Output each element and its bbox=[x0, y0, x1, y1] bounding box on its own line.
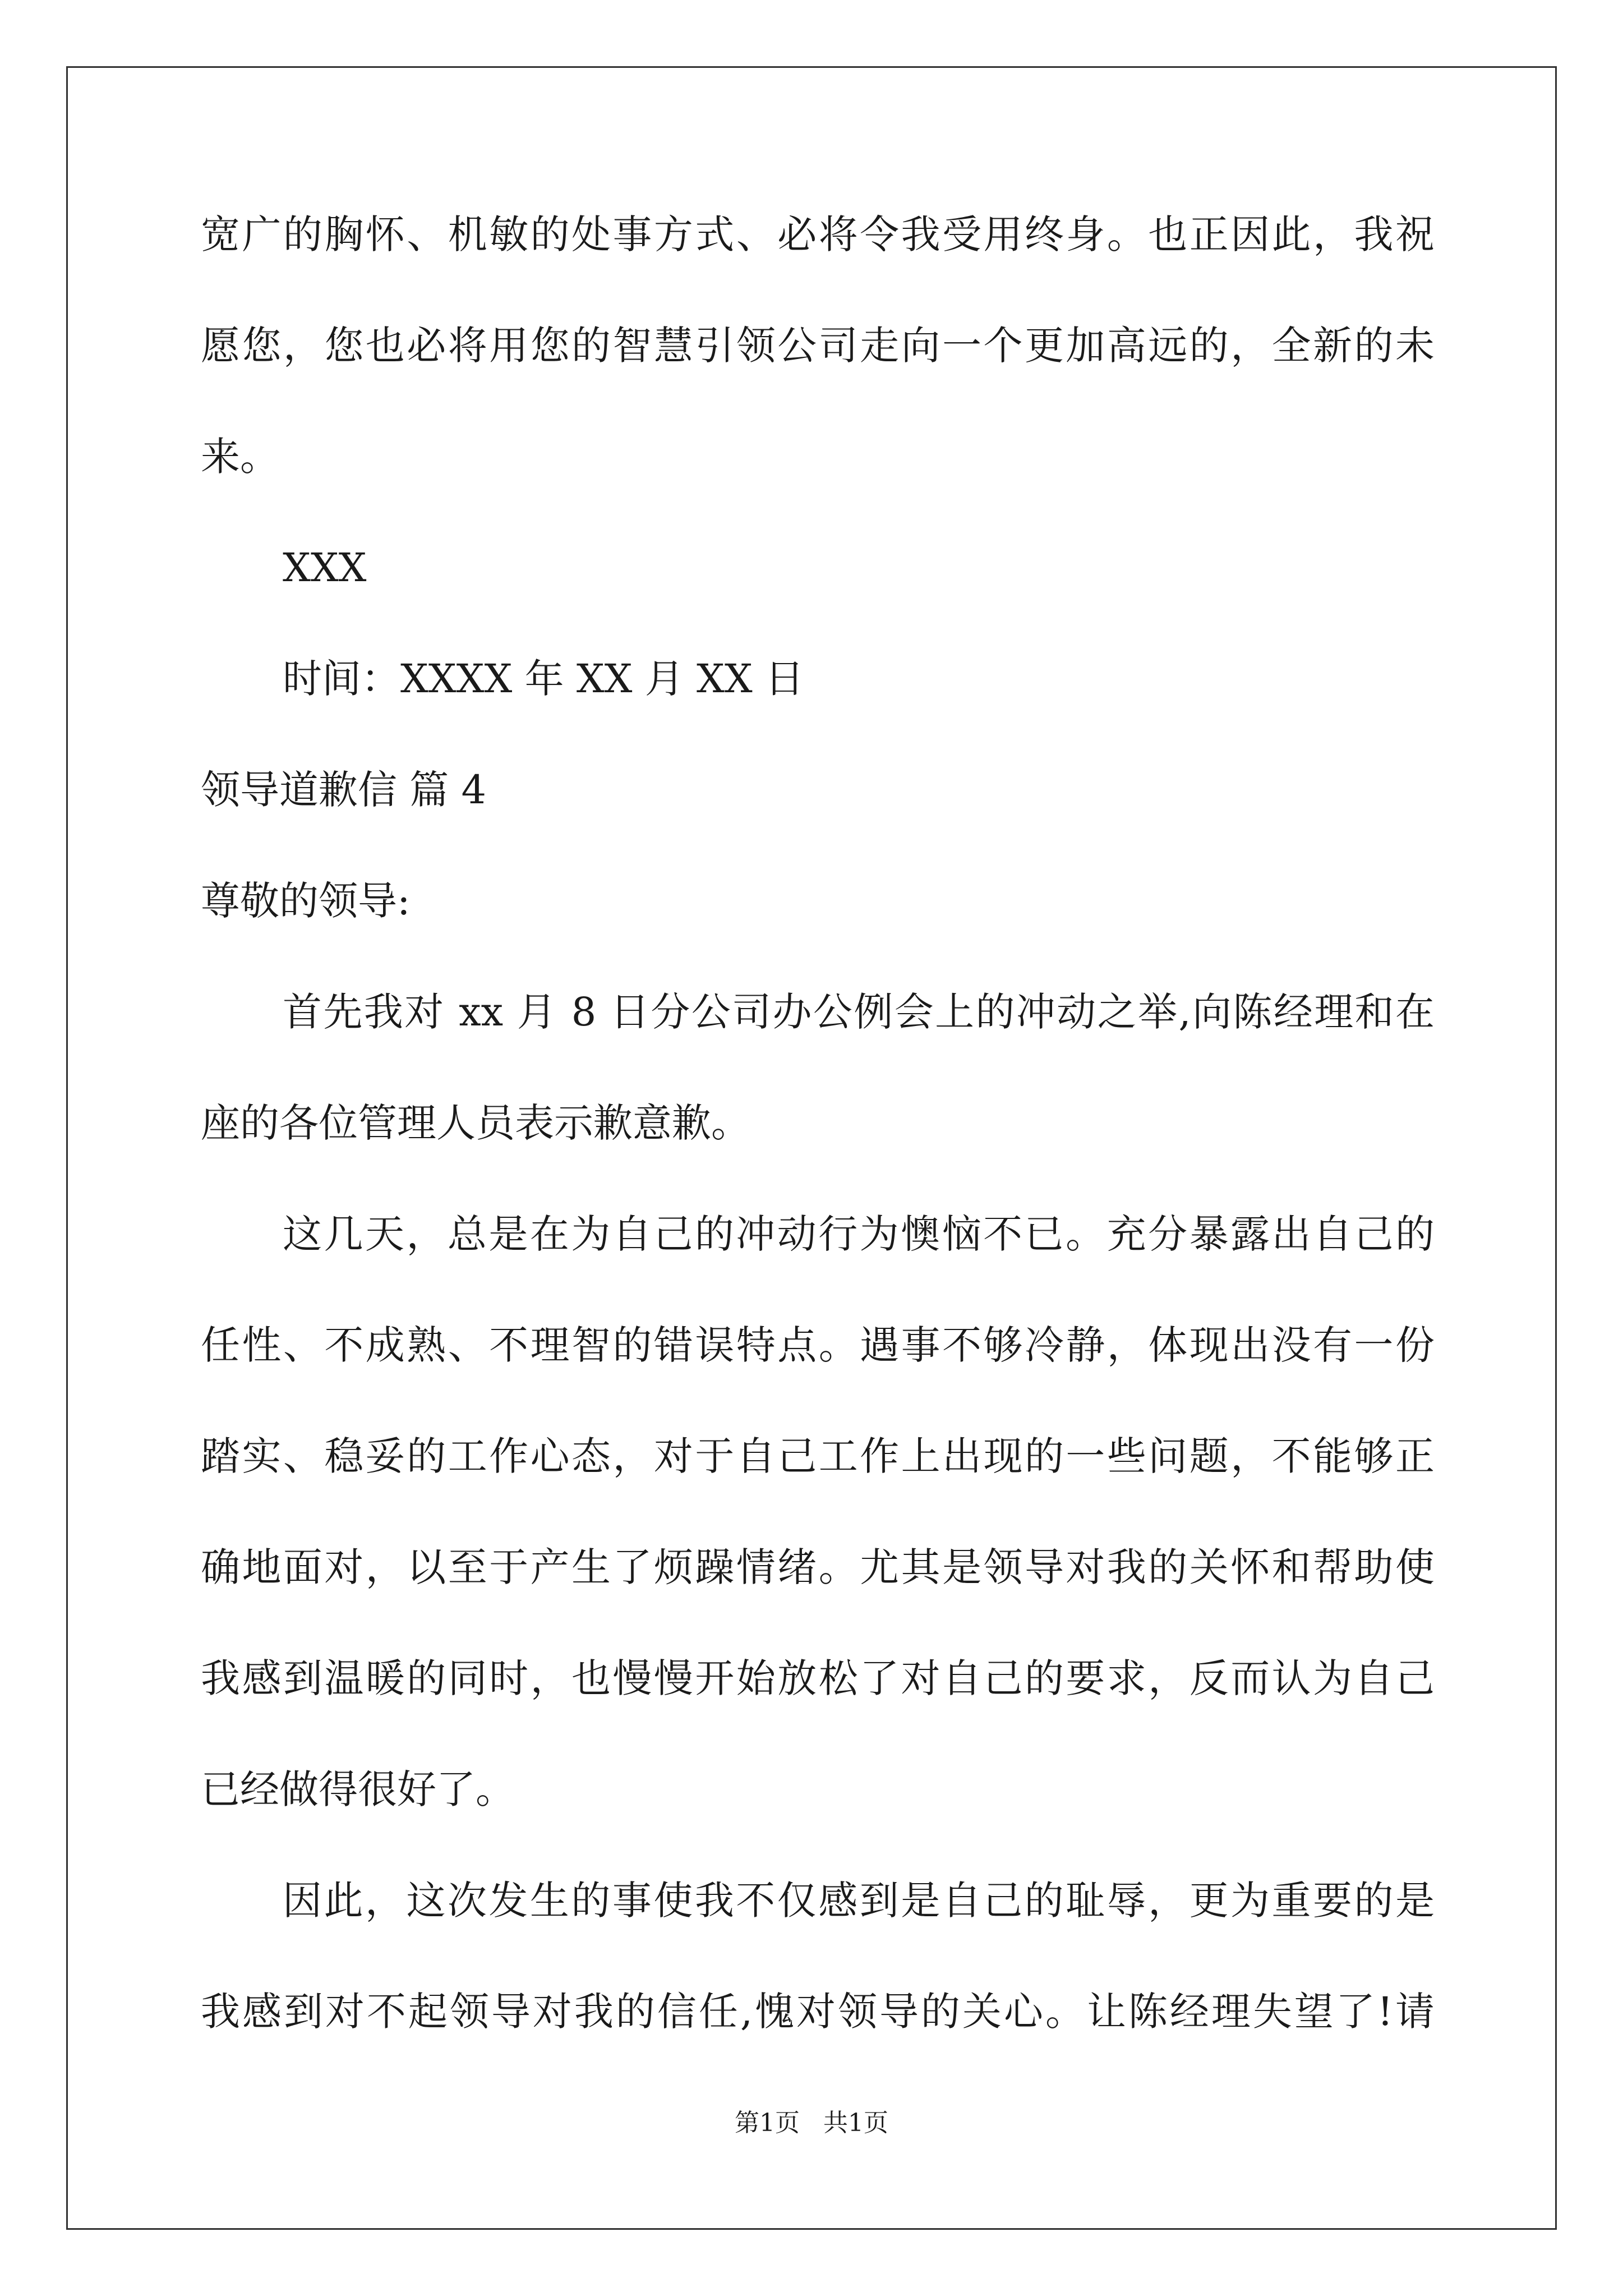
signature-date: 时间：XXXX 年 XX 月 XX 日 bbox=[283, 656, 804, 702]
paragraph-line: 宽广的胸怀、机敏的处事方式、必将令我受用终身。也正因此，我祝 bbox=[201, 211, 1435, 257]
paragraph-line: 任性、不成熟、不理智的错误特点。遇事不够冷静，体现出没有一份 bbox=[201, 1322, 1435, 1368]
paragraph-line: 来。 bbox=[201, 434, 279, 480]
paragraph-line: 座的各位管理人员表示歉意歉。 bbox=[201, 1100, 750, 1146]
paragraph-line: 确地面对，以至于产生了烦躁情绪。尤其是领导对我的关怀和帮助使 bbox=[201, 1544, 1435, 1590]
paragraph-line: 我感到温暖的同时，也慢慢开始放松了对自己的要求，反而认为自己 bbox=[201, 1655, 1435, 1701]
salutation: 尊敬的领导: bbox=[201, 878, 411, 924]
paragraph-line: 愿您，您也必将用您的智慧引领公司走向一个更加高远的，全新的未 bbox=[201, 323, 1435, 369]
page-footer: 第1页 共1页 bbox=[735, 2109, 888, 2137]
paragraph-line: 因此，这次发生的事使我不仅感到是自己的耻辱，更为重要的是 bbox=[283, 1878, 1435, 1924]
paragraph-line: 已经做得很好了。 bbox=[201, 1766, 515, 1812]
paragraph-line: 踏实、稳妥的工作心态，对于自己工作上出现的一些问题，不能够正 bbox=[201, 1433, 1435, 1479]
signature-name: XXX bbox=[283, 545, 367, 591]
section-heading: 领导道歉信 篇 4 bbox=[201, 767, 487, 813]
paragraph-line: 这几天，总是在为自己的冲动行为懊恼不已。充分暴露出自己的 bbox=[283, 1211, 1435, 1257]
paragraph-line: 我感到对不起领导对我的信任,愧对领导的关心。让陈经理失望了!请 bbox=[201, 1989, 1435, 2035]
paragraph-line: 首先我对 xx 月 8 日分公司办公例会上的冲动之举,向陈经理和在 bbox=[283, 989, 1435, 1035]
